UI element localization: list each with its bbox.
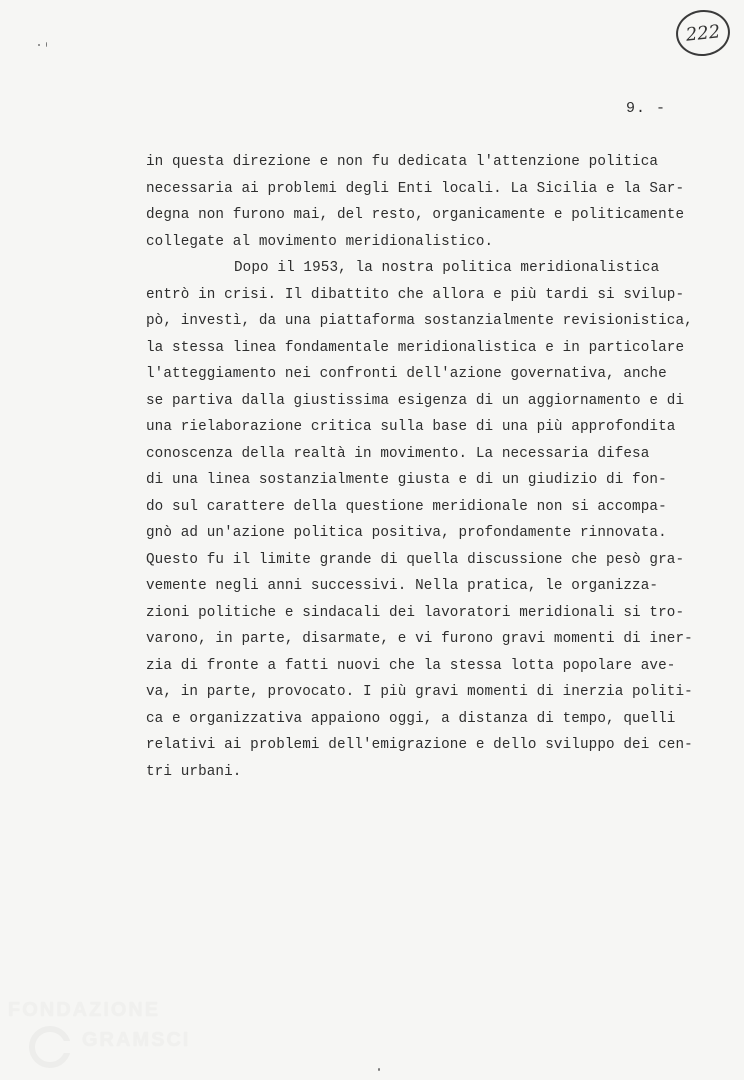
archive-page-stamp-number: 222 <box>684 20 722 46</box>
body-text <box>146 149 726 785</box>
text-line: degna non furono mai, del resto, organicamente e politicamente <box>146 207 685 223</box>
text-line: pò, investì, da una piattaforma sostanzialmente revisionistica, <box>146 313 693 329</box>
text-line: Questo fu il limite grande di quella discussione che pesò gra- <box>146 551 685 568</box>
watermark-line-1: FONDAZIONE <box>8 999 161 1021</box>
paper-speck <box>38 44 40 46</box>
text-line: va, in parte, provocato. I più gravi momenti di inerzia politi- <box>146 684 693 700</box>
text-line: una rielaborazione critica sulla base di una più approfondita <box>146 419 676 435</box>
text-line: conoscenza della realtà in movimento. La necessaria difesa <box>146 445 650 462</box>
text-line: entrò in crisi. Il dibattito che allora e più tardi si svilup- <box>146 286 685 303</box>
text-line: di una linea sostanzialmente giusta e di un giudizio di fon- <box>146 472 667 488</box>
text-line: gnò ad un'azione politica positiva, profondamente rinnovata. <box>146 525 667 541</box>
text-line: collegate al movimento meridionalistico. <box>146 233 494 250</box>
paper-speck <box>378 1068 380 1071</box>
text-line: Dopo il 1953, la nostra politica meridionalistica <box>234 260 660 276</box>
text-line: se partiva dalla giustissima esigenza di un aggiornamento e di <box>146 392 685 409</box>
text-line: vemente negli anni successivi. Nella pratica, le organizza- <box>146 578 659 594</box>
text-line: do sul carattere della questione meridionale non si accompa- <box>146 498 667 515</box>
text-line: zia di fronte a fatti nuovi che la stessa lotta popolare ave- <box>146 657 676 674</box>
text-line: zioni politiche e sindacali dei lavoratori meridionali si tro- <box>146 604 685 621</box>
text-line: relativi ai problemi dell'emigrazione e dello sviluppo dei cen- <box>146 737 693 753</box>
text-line: necessaria ai problemi degli Enti locali. La Sicilia e la Sar- <box>146 180 685 197</box>
watermark-line-2: GRAMSCI <box>82 1029 191 1051</box>
text-line: la stessa linea fondamentale meridionalistica e in particolare <box>146 339 685 356</box>
watermark-logo-icon <box>28 1025 72 1069</box>
fondazione-gramsci-watermark <box>8 995 208 1075</box>
text-line: l'atteggiamento nei confronti dell'azione governativa, anche <box>146 366 667 382</box>
archive-page-stamp <box>674 7 733 58</box>
paragraph-1 <box>146 149 726 255</box>
paragraph-2 <box>146 255 726 785</box>
page-number: 9. - <box>626 100 667 117</box>
text-line: varono, in parte, disarmate, e vi furono gravi momenti di iner- <box>146 631 693 647</box>
text-line: ca e organizzativa appaiono oggi, a distanza di tempo, quelli <box>146 710 676 727</box>
text-line: in questa direzione e non fu dedicata l'attenzione politica <box>146 154 659 170</box>
paper-speck <box>46 42 47 47</box>
text-line: tri urbani. <box>146 763 242 780</box>
